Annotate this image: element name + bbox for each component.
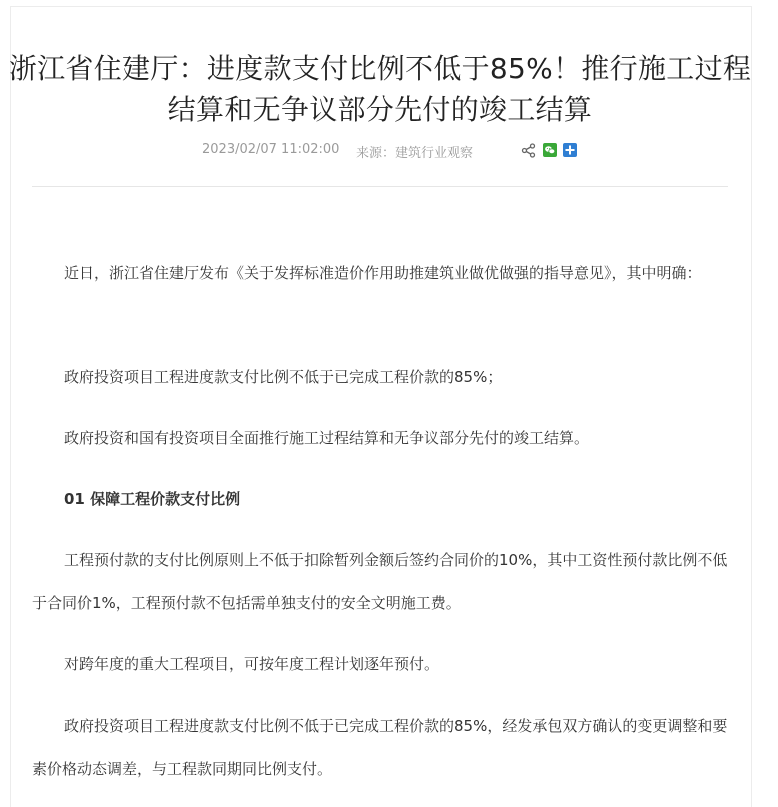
- publish-date: 2023/02/07 11:02:00: [202, 142, 340, 157]
- paragraph-payment-ratio: 政府投资项目工程进度款支付比例不低于已完成工程价款的85%，经发承包双方确认的变更调整和要素价格动态调差，与工程款同期同比例支付。: [32, 717, 728, 778]
- article-meta: [0, 141, 778, 161]
- header-divider: [32, 186, 728, 187]
- share-icon[interactable]: [521, 143, 536, 158]
- paragraph-progress-payment: 政府投资项目工程进度款支付比例不低于已完成工程价款的85%；: [64, 368, 503, 386]
- section-heading: 01 保障工程价款支付比例: [64, 490, 241, 508]
- paragraph-advance-payment: 工程预付款的支付比例原则上不低于扣除暂列金额后签约合同价的10%，其中工资性预付款比例不低于合同价1%，工程预付款不包括需单独支付的安全文明施工费。: [32, 551, 728, 612]
- paragraph-annual-prepay: 对跨年度的重大工程项目，可按年度工程计划逐年预付。: [64, 655, 440, 673]
- wechat-icon[interactable]: [543, 143, 557, 157]
- plus-icon[interactable]: [563, 143, 577, 157]
- paragraph-intro: 近日，浙江省住建厅发布《关于发挥标准造价作用助推建筑业做优做强的指导意见》，其中明确：: [64, 264, 702, 282]
- paragraph-settlement: 政府投资和国有投资项目全面推行施工过程结算和无争议部分先付的竣工结算。: [64, 429, 590, 447]
- article-title: 浙江省住建厅：进度款支付比例不低于85%！推行施工过程结算和无争议部分先付的竣工结算: [8, 52, 752, 126]
- article-source: 来源：建筑行业观察: [356, 146, 474, 161]
